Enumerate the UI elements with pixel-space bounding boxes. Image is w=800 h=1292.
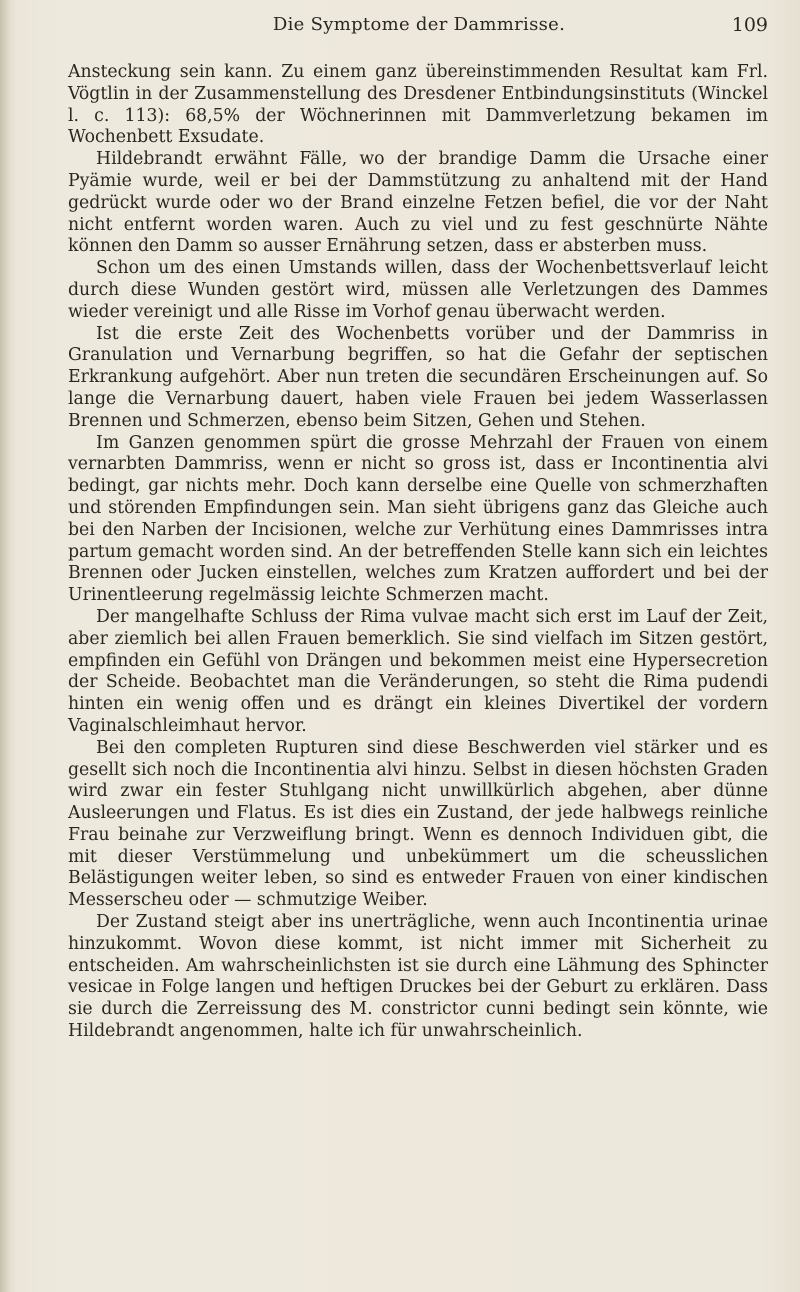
paragraph: Der mangelhafte Schluss der Rima vulvae macht sich erst im Lauf der Zeit, aber ziemlich bei allen Frauen bemerklich. Sie sind vielfach im Sitzen gestört, empfinden ein Gefühl von Drängen und bekommen meist eine Hypersecretion der Scheide. Beobachtet man die Veränderungen, so steht die Rima pudendi hinten ein wenig offen und es drängt ein kleines Divertikel der vordern Vaginalschleimhaut hervor.: [68, 606, 768, 736]
page-gutter: [0, 0, 10, 1292]
page-header: [70, 14, 768, 44]
paragraph: Ist die erste Zeit des Wochenbetts vorüber und der Dammriss in Granulation und Vernarbung begriffen, so hat die Gefahr der septischen Erkrankung aufgehört. Aber nun treten die secundären Erscheinungen auf. So lange die Vernarbung dauert, haben viele Frauen bei jedem Wasserlassen Brennen und Schmerzen, ebenso beim Sitzen, Gehen und Stehen.: [68, 323, 768, 431]
body-text: [68, 62, 768, 1043]
paragraph: Hildebrandt erwähnt Fälle, wo der brandige Damm die Ursache einer Pyämie wurde, weil er bei der Dammstützung zu anhaltend mit der Hand gedrückt wurde oder wo der Brand einzelne Fetzen befiel, die vor der Naht nicht entfernt worden waren. Auch zu viel und zu fest geschnürte Nähte können den Damm so ausser Ernährung setzen, dass er absterben muss.: [68, 149, 768, 257]
running-title: Die Symptome der Dammrisse.: [272, 14, 566, 35]
paragraph: Bei den completen Rupturen sind diese Beschwerden viel stärker und es gesellt sich noch die Incontinentia alvi hinzu. Selbst in diesen höchsten Graden wird zwar ein fester Stuhlgang nicht unwillkürlich abgehen, aber dünne Ausleerungen und Flatus. Es ist dies ein Zustand, der jede halbwegs reinliche Frau beinahe zur Verzweiflung bringt. Wenn es dennoch Individuen gibt, die mit dieser Verstümmelung und unbekümmert um die scheusslichen Belästigungen weiter leben, so sind es entweder Frauen von einer kindischen Messerscheu oder — schmutzige Weiber.: [68, 737, 768, 911]
paragraph: Ansteckung sein kann. Zu einem ganz übereinstimmenden Resultat kam Frl. Vögtlin in der Zusammenstellung des Dresdener Entbindungsinstituts (Winckel l. c. 113): 68,5% der Wöchnerinnen mit Dammverletzung bekamen im Wochenbett Exsudate.: [68, 62, 768, 148]
page-number: 109: [731, 14, 768, 36]
paragraph: Schon um des einen Umstands willen, dass der Wochenbettsverlauf leicht durch diese Wunden gestört wird, müssen alle Verletzungen des Dammes wieder vereinigt und alle Risse im Vorhof genau überwacht werden.: [68, 258, 768, 322]
paragraph: Der Zustand steigt aber ins unerträgliche, wenn auch Incontinentia urinae hinzukommt. Wovon diese kommt, ist nicht immer mit Sicherheit zu entscheiden. Am wahrscheinlichsten ist sie durch eine Lähmung des Sphincter vesicae in Folge langen und heftigen Druckes bei der Geburt zu erklären. Dass sie durch die Zerreissung des M. constrictor cunni bedingt sein könnte, wie Hildebrandt angenommen, halte ich für unwahrscheinlich.: [68, 912, 768, 1042]
paragraph: Im Ganzen genommen spürt die grosse Mehrzahl der Frauen von einem vernarbten Dammriss, wenn er nicht so gross ist, dass er Incontinentia alvi bedingt, gar nichts mehr. Doch kann derselbe eine Quelle von schmerzhaften und störenden Empfindungen sein. Man sieht übrigens ganz das Gleiche auch bei den Narben der Incisionen, welche zur Verhütung eines Dammrisses intra partum gemacht worden sind. An der betreffenden Stelle kann sich ein leichtes Brennen oder Jucken einstellen, welches zum Kratzen auffordert und bei der Urinentleerung regelmässig leichte Schmerzen macht.: [68, 432, 768, 606]
